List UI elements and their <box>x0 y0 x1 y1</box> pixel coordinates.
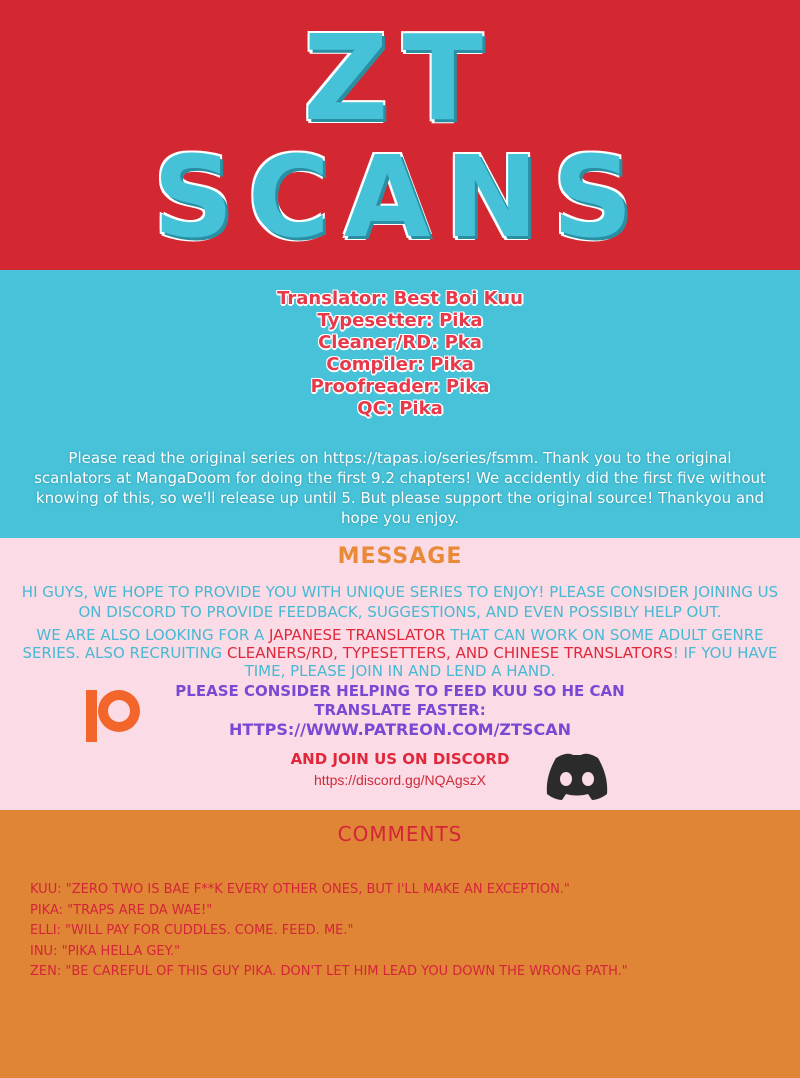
recruit-highlight-translator: JAPANESE TRANSLATOR <box>269 626 446 644</box>
logo-zt: ZT <box>302 9 498 147</box>
recruit-highlight-roles: CLEANERS/RD, TYPESETTERS, AND CHINESE TRANSLATORS <box>226 644 673 662</box>
comments-section <box>0 810 800 1078</box>
recruit-text-a: WE ARE ALSO LOOKING FOR A <box>36 626 270 644</box>
comment-kuu: KUU: "ZERO TWO IS BAE F**K EVERY OTHER ONES, BUT I'LL MAKE AN EXCEPTION." <box>30 882 570 897</box>
patreon-icon[interactable] <box>84 686 142 744</box>
patreon-link[interactable]: HTTPS://WWW.PATREON.COM/ZTSCAN <box>229 720 571 739</box>
message-section <box>0 538 800 810</box>
comments-list <box>30 880 790 983</box>
logo-scans: SCANS <box>153 133 647 263</box>
comments-title: COMMENTS <box>337 822 463 846</box>
comment-zen: ZEN: "BE CAREFUL OF THIS GUY PIKA. DON'T LET HIM LEAD YOU DOWN THE WRONG PATH." <box>30 964 628 979</box>
comment-pika: PIKA: "TRAPS ARE DA WAE!" <box>30 902 213 918</box>
discord-icon[interactable] <box>542 750 612 802</box>
credits-section <box>0 270 800 538</box>
recruit-text-b: THAT CAN WORK ON SOME ADULT GENRE SERIES. ALSO RECRUITING <box>22 626 764 662</box>
credit-translator: Translator: Best Boi Kuu <box>277 288 523 309</box>
discord-link[interactable]: https://discord.gg/NQAgszX <box>314 772 486 788</box>
comment-inu: INU: "PIKA HELLA GEY." <box>30 943 181 959</box>
credit-qc: QC: Pika <box>357 398 443 419</box>
credit-typesetter: Typesetter: Pika <box>317 310 483 331</box>
patreon-line-2: TRANSLATE FASTER: <box>314 701 486 719</box>
message-paragraph-1: HI GUYS, WE HOPE TO PROVIDE YOU WITH UNIQUE SERIES TO ENJOY! PLEASE CONSIDER JOINING US ON DISCORD TO PROVIDE FEEDBACK, SUGGESTIONS, AND EVEN POSSIBLY HELP OUT. <box>21 583 779 621</box>
patreon-appeal <box>150 682 650 739</box>
comment-elli: ELLI: "WILL PAY FOR CUDDLES. COME. FEED. ME." <box>30 923 354 938</box>
credit-cleaner: Cleaner/RD: Pka <box>318 332 482 353</box>
source-note: Please read the original series on https://tapas.io/series/fsmm. Thank you to the original scanlators at MangaDoom for doing the first 9.2 chapters! We accidently did the first five without knowing of this, so we'll release up until 5. But please support the original source! Thankyou and hope you enjoy. <box>34 449 766 527</box>
credit-compiler: Compiler: Pika <box>326 354 474 375</box>
patreon-line-1: PLEASE CONSIDER HELPING TO FEED KUU SO HE CAN <box>175 682 625 700</box>
credit-list <box>0 288 800 420</box>
recruit-text-c: ! IF YOU HAVE TIME, PLEASE JOIN IN AND LEND A HAND. <box>244 644 778 680</box>
message-title: MESSAGE <box>337 544 463 569</box>
discord-title: AND JOIN US ON DISCORD <box>290 750 510 768</box>
credit-proofreader: Proofreader: Pika <box>310 376 490 397</box>
message-paragraph-2 <box>10 626 790 680</box>
header-banner <box>0 0 800 270</box>
